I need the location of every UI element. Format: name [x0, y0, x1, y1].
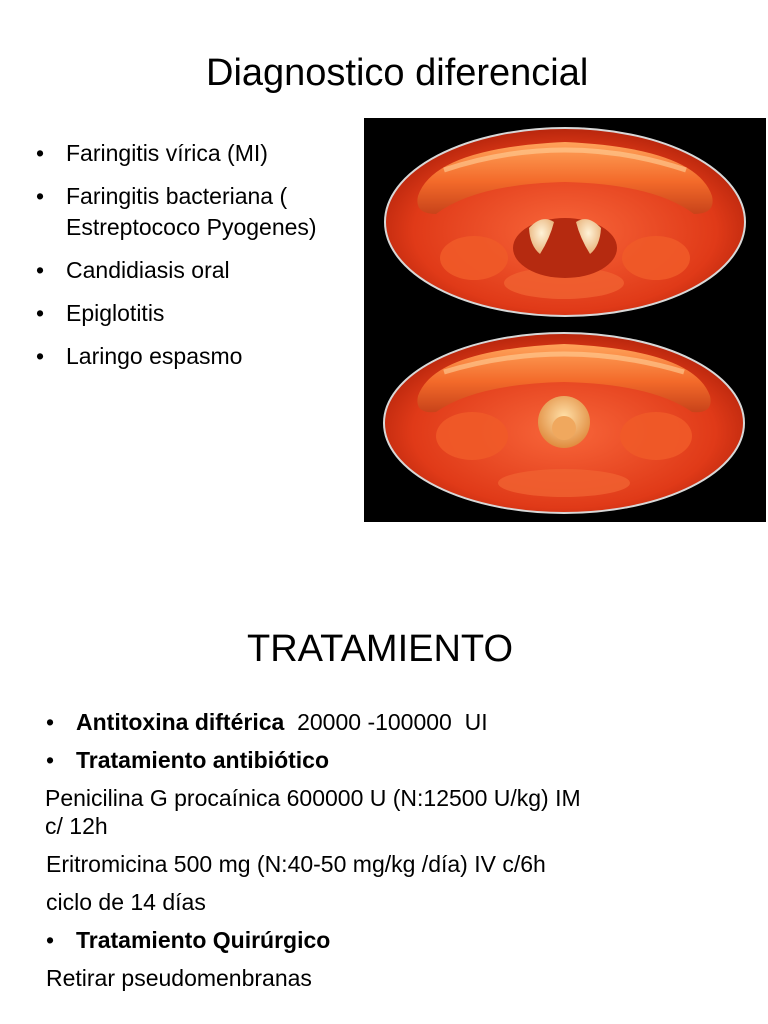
- slide-title: TRATAMIENTO: [247, 628, 513, 670]
- bullet-icon: •: [36, 257, 45, 283]
- normal-larynx-image: [385, 128, 745, 316]
- bullet-icon: •: [36, 183, 45, 209]
- bullet-icon: •: [46, 927, 55, 953]
- antibiotic-heading-item: [46, 746, 746, 774]
- list-item-text: Candidiasis oral: [66, 257, 230, 283]
- surgical-heading-item: [46, 926, 746, 954]
- surgical-description: Retirar pseudomenbranas: [46, 965, 312, 991]
- erythromycin-dose: [46, 850, 746, 916]
- list-item-text: Faringitis vírica (MI): [66, 140, 268, 166]
- penicillin-line-2: c/ 12h: [45, 813, 108, 839]
- list-item: [36, 255, 366, 286]
- bullet-icon: •: [46, 747, 55, 773]
- list-item: [36, 341, 366, 372]
- list-item-text: Faringitis bacteriana (: [66, 183, 288, 209]
- treatment-content: [46, 708, 746, 1002]
- surgical-heading: Tratamiento Quirúrgico: [76, 927, 331, 953]
- epiglottitis-larynx-image: [384, 333, 744, 513]
- antibiotic-heading: Tratamiento antibiótico: [76, 747, 330, 773]
- list-item: [36, 298, 366, 329]
- erythromycin-line-1: Eritromicina 500 mg (N:40-50 mg/kg /día) IV c/6h: [46, 851, 546, 877]
- slide-treatment: [0, 600, 768, 1024]
- bullet-icon: •: [46, 709, 55, 735]
- list-item-text: Epiglotitis: [66, 300, 165, 326]
- slide-title: Diagnostico diferencial: [206, 52, 589, 94]
- list-item-text-continued: Estreptococo Pyogenes): [66, 214, 317, 240]
- list-item: [36, 181, 366, 243]
- list-item-text: Laringo espasmo: [66, 343, 243, 369]
- list-item: [36, 138, 366, 169]
- antitoxin-item: [46, 708, 746, 736]
- bullet-icon: •: [36, 140, 45, 166]
- penicillin-dose: [45, 784, 745, 840]
- antitoxin-label: Antitoxina diftérica: [76, 709, 285, 735]
- erythromycin-line-2: ciclo de 14 días: [46, 889, 206, 915]
- larynx-illustration-svg: [364, 118, 766, 522]
- larynx-illustration: [364, 118, 766, 522]
- bullet-icon: •: [36, 343, 45, 369]
- penicillin-line-1: Penicilina G procaínica 600000 U (N:12500 U/kg) IM: [45, 785, 581, 811]
- differential-list: [36, 138, 366, 384]
- bullet-icon: •: [36, 300, 45, 326]
- antitoxin-dose: 20000 -100000 UI: [284, 709, 488, 735]
